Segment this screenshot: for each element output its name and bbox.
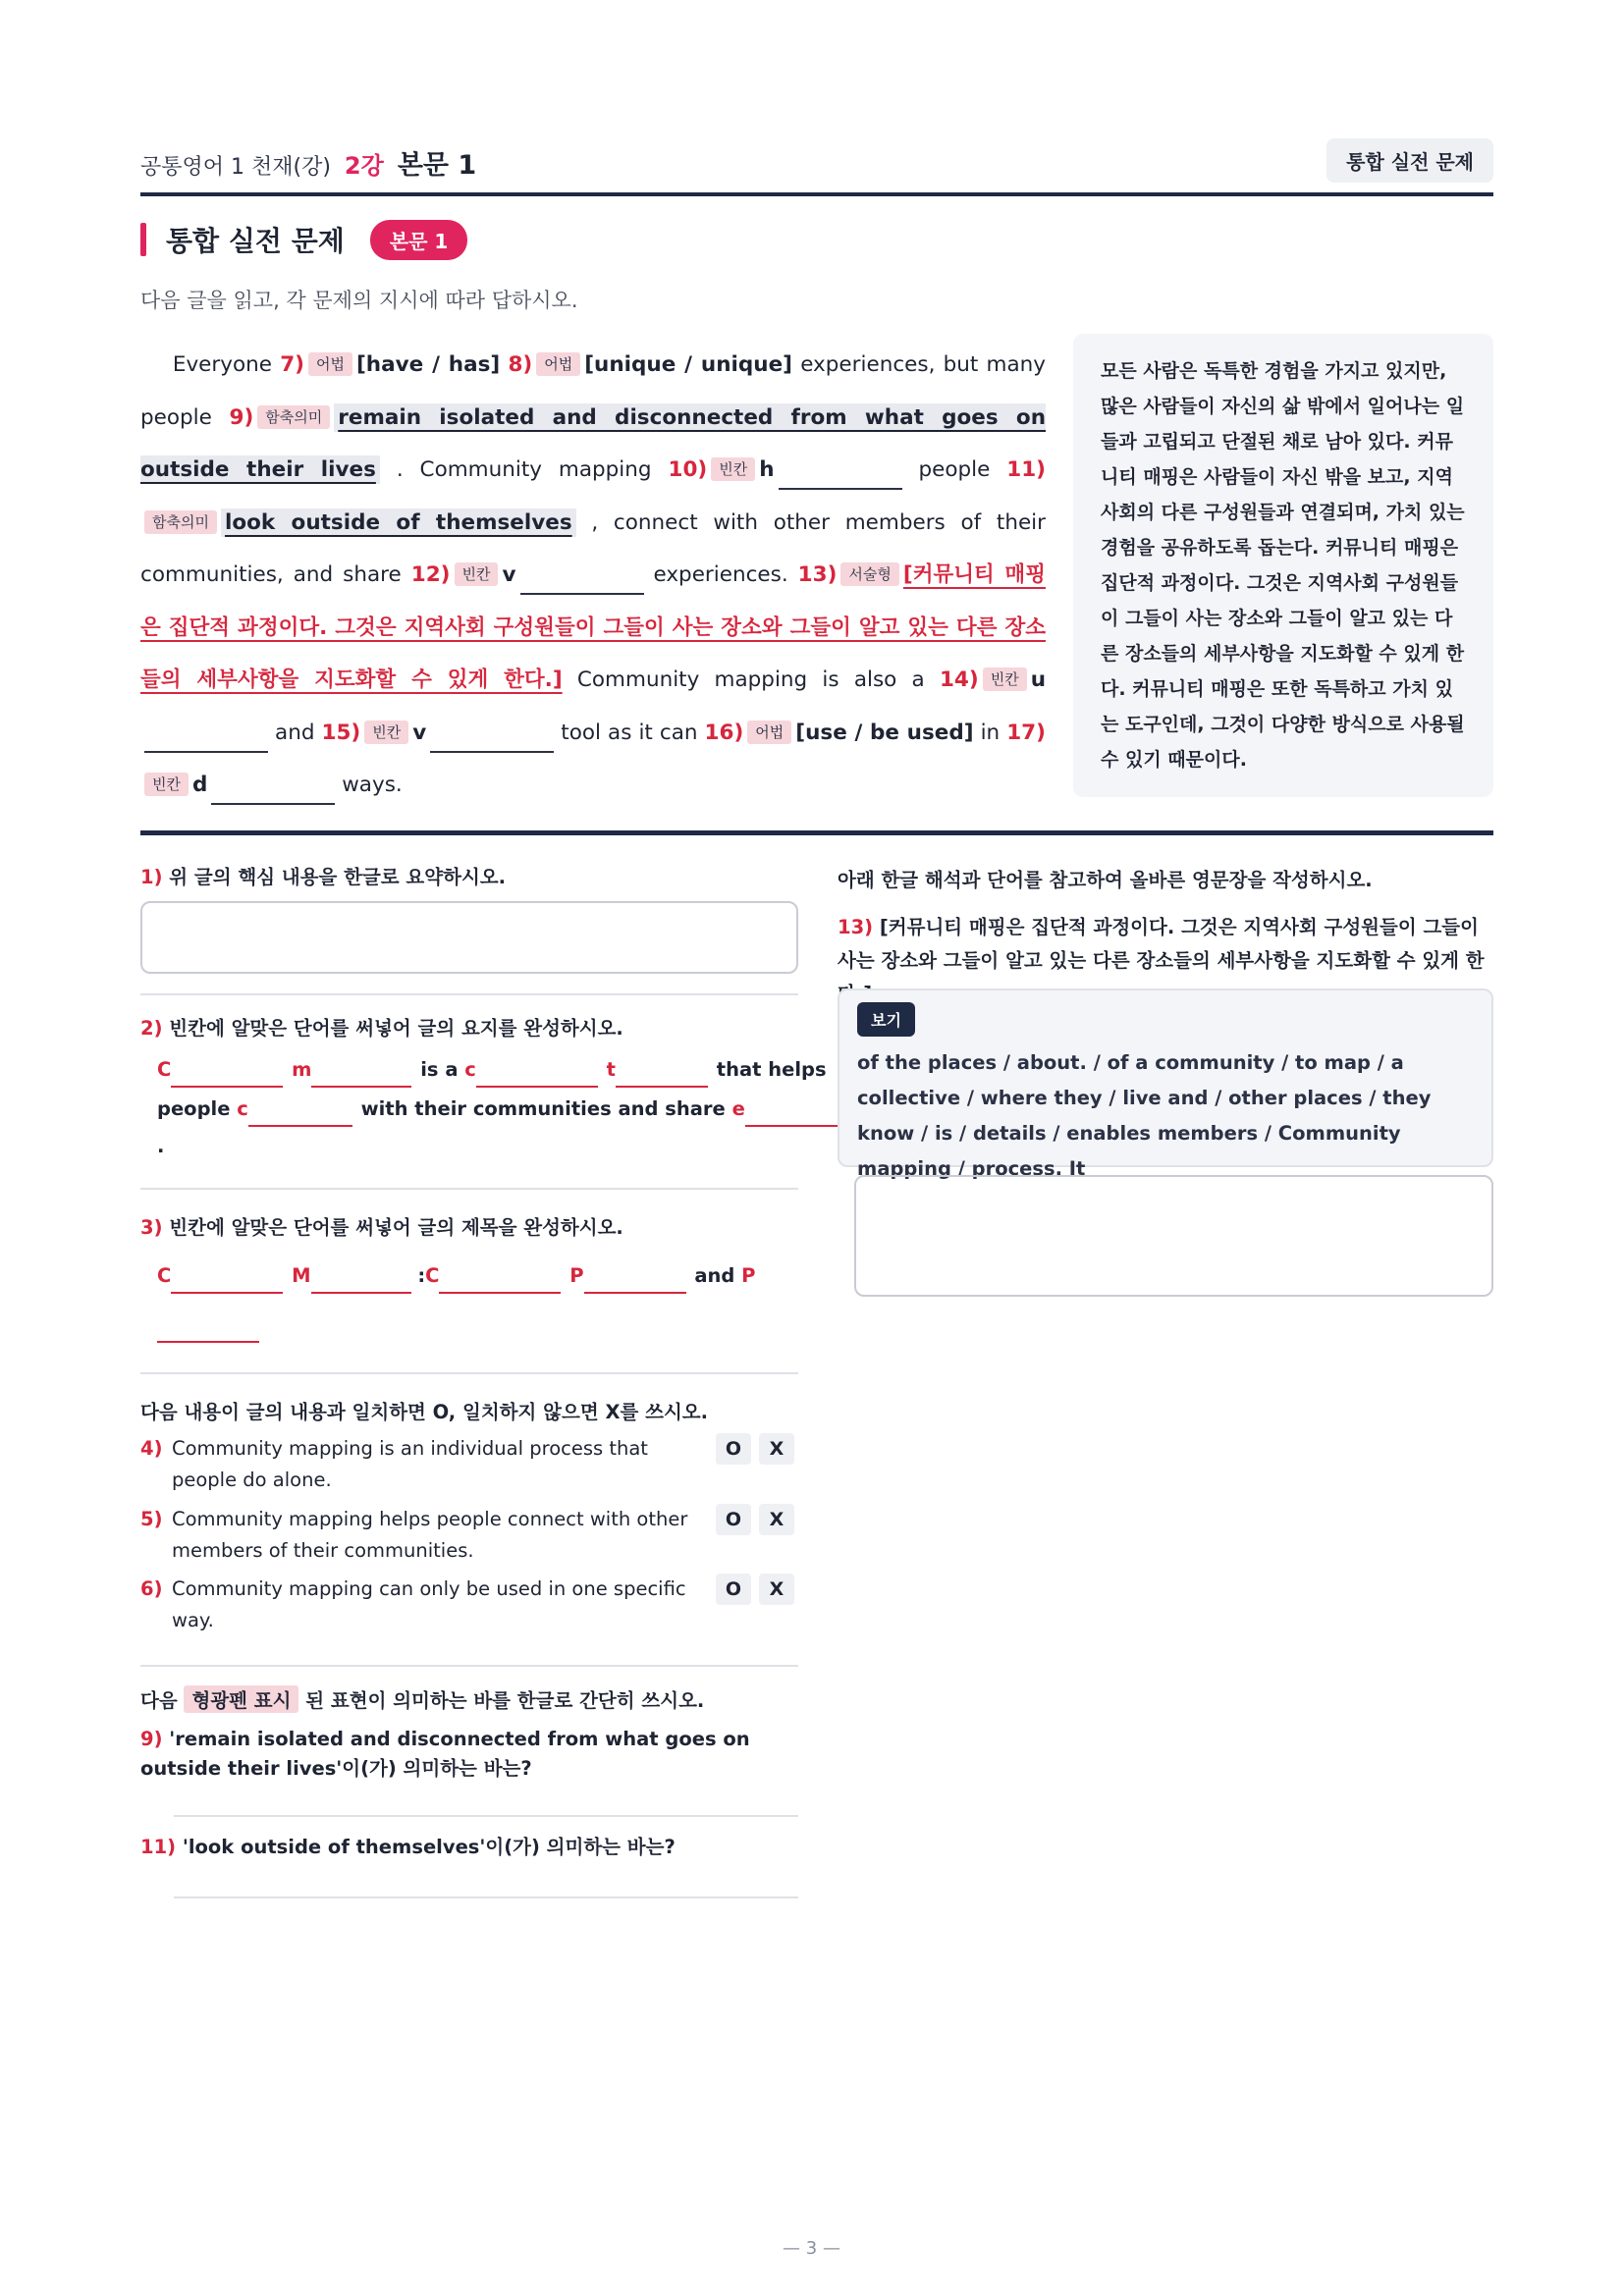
summary-text: that helps (716, 1058, 827, 1081)
question-3 (140, 1212, 623, 1240)
q13-instruction: 아래 한글 해석과 단어를 참고하여 올바른 영문장을 작성하시오. (838, 869, 1373, 891)
blank-initial: v (502, 562, 516, 587)
passage-text: , connect with other members of their communities, and share (140, 509, 1046, 587)
blank-line[interactable] (584, 1270, 686, 1294)
separator (140, 1372, 798, 1374)
course-name: 공통영어 1 천재(강) (140, 155, 331, 180)
question-number: 7) (280, 352, 304, 377)
question-number: 4) (140, 1437, 163, 1460)
question-number: 3) (140, 1216, 163, 1239)
section-title-text: 통합 실전 문제 (166, 225, 345, 257)
section-instruction: 다음 글을 읽고, 각 문제의 지시에 따라 답하시오. (140, 289, 578, 312)
passage-text: Everyone (172, 352, 272, 377)
lesson-number: 2강 (344, 152, 384, 180)
title-text: and (694, 1264, 735, 1287)
blank-initial: P (569, 1264, 584, 1287)
question-number: 13) (838, 916, 874, 938)
question-number: 11) (1006, 457, 1047, 482)
blank-line[interactable] (157, 1319, 259, 1343)
grammar-choice: [unique / unique] (584, 352, 792, 377)
question-number: 15) (321, 720, 361, 745)
passage-text: people (918, 457, 991, 482)
separator (140, 1665, 798, 1667)
question-text: [커뮤니티 매핑은 집단적 과정이다. 그것은 지역사회 구성원들이 그들이 사는 장소와 그들이 알고 있는 다른 장소들의 세부사항을 지도화할 수 있게 한 (838, 916, 1485, 972)
question-tag: 빈칸 (144, 773, 189, 796)
question-tag: 빈칸 (455, 562, 499, 586)
grammar-choice: [have / has] (355, 352, 501, 377)
question-tag: 서술형 (840, 562, 898, 586)
passage-text: ways. (342, 773, 403, 797)
summary-text: is a (420, 1058, 459, 1081)
question-number: 9) (140, 1728, 163, 1750)
word-bank-label: 보기 (857, 1002, 915, 1037)
question-number: 8) (508, 352, 533, 377)
highlighted-phrase: remain isolated and disconnected from what goes on outside their lives (140, 404, 1046, 482)
question-number: 17) (1006, 720, 1046, 745)
answer-line-9[interactable] (174, 1815, 798, 1817)
ox-item (140, 1504, 798, 1567)
blank-initial: u (1030, 667, 1046, 692)
title-line-2 (157, 1313, 259, 1343)
passage-text: . Community mapping (396, 457, 652, 482)
korean-sentence: [커뮤니티 매핑은 집단적 과정이다. 그것은 지역사회 구성원들이 그들이 사는 장소와 그들이 알고 있는 다른 장소들의 세부사항을 지도화할 수 있게 한다.] (140, 562, 1046, 692)
blank-line[interactable] (171, 1064, 283, 1088)
blank-line[interactable] (144, 725, 268, 753)
instruction-text: 다음 (140, 1689, 178, 1712)
word-bank-words: of the places / about. / of a community / to map / a collective / where they / live and / other places / they know / is / details / enables members / Community mapping / process. It (857, 1051, 1432, 1180)
blank-line[interactable] (430, 725, 554, 753)
section-title (140, 222, 467, 257)
passage-text: tool as it can (561, 720, 698, 745)
meaning-instruction (140, 1685, 704, 1713)
passage-text: experiences. (653, 562, 788, 587)
separator (140, 1188, 798, 1190)
ox-statement: Community mapping helps people connect with other members of their communities. (172, 1508, 688, 1562)
o-button[interactable]: O (716, 1574, 751, 1605)
summary-text: with their communities and share (360, 1097, 726, 1120)
title-colon: : (417, 1264, 426, 1287)
o-button[interactable]: O (716, 1433, 751, 1465)
question-number: 2) (140, 1017, 163, 1040)
blank-initial: M (292, 1264, 311, 1287)
header-badge: 통합 실전 문제 (1326, 138, 1493, 183)
blank-initial: C (157, 1264, 172, 1287)
blank-line[interactable] (616, 1064, 708, 1088)
answer-box-13[interactable] (854, 1175, 1493, 1297)
question-tag: 빈칸 (364, 721, 408, 744)
header-title (140, 143, 476, 182)
blank-line[interactable] (311, 1064, 411, 1088)
blank-line[interactable] (248, 1103, 352, 1127)
ox-statement: Community mapping can only be used in one specific way. (172, 1577, 686, 1631)
question-tag: 어법 (308, 352, 352, 376)
ox-item (140, 1433, 798, 1496)
question-text: 'look outside of themselves'이(가) 의미하는 바는? (182, 1836, 676, 1858)
ox-item (140, 1574, 798, 1636)
question-tag: 빈칸 (983, 667, 1027, 691)
blank-initial: v (412, 720, 427, 745)
blank-line[interactable] (171, 1270, 283, 1294)
question-number: 1) (140, 866, 163, 888)
page-header (140, 137, 1493, 196)
question-number: 11) (140, 1836, 177, 1858)
answer-box-1[interactable] (140, 901, 798, 974)
blank-line[interactable] (439, 1270, 561, 1294)
summary-line-1 (157, 1058, 827, 1088)
question-9 (140, 1725, 798, 1784)
summary-text: people (157, 1097, 231, 1120)
question-tag: 어법 (536, 352, 580, 376)
question-11 (140, 1832, 676, 1859)
question-text: 위 글의 핵심 내용을 한글로 요약하시오. (169, 866, 507, 888)
instruction-text: 된 표현이 의미하는 바를 한글로 간단히 쓰시오. (305, 1689, 705, 1712)
passage-text: experiences, but many people (140, 352, 1046, 430)
question-1 (140, 862, 506, 889)
question-number: 14) (939, 667, 979, 692)
blank-initial: C (157, 1058, 172, 1081)
x-button[interactable]: X (759, 1433, 794, 1465)
ox-instruction: 다음 내용이 글의 내용과 일치하면 O, 일치하지 않으면 X를 쓰시오. (140, 1401, 709, 1423)
question-tag: 함축의미 (144, 510, 217, 534)
question-text: 'remain isolated and disconnected from what goes on outside their lives'이(가) 의미하는 바는? (140, 1728, 750, 1780)
highlight-tag: 형광펜 표시 (184, 1685, 298, 1713)
question-number: 16) (704, 720, 744, 745)
x-button[interactable]: X (759, 1574, 794, 1605)
blank-line[interactable] (520, 567, 644, 595)
question-2 (140, 1013, 623, 1041)
question-number: 5) (140, 1508, 163, 1530)
question-tag: 어법 (747, 721, 791, 744)
section-accent-bar (140, 223, 146, 256)
blank-initial: t (606, 1058, 616, 1081)
translation-box: 모든 사람은 독특한 경험을 가지고 있지만, 많은 사람들이 자신의 삶 밖에서 일어나는 일들과 고립되고 단절된 채로 남아 있다. 커뮤니티 매핑은 사람들이 자신 밖을 보고, 지역사회의 다른 구성원들과 연결되며, 가치 있는 경험을 공유하도록 돕는다. 커뮤니티 매핑은 집단적 과정이다. 그것은 지역사회 구성원들이 그들이 사는 장소와 그들이 알고 있는 다른 장소들의 세부사항을 지도화할 수 있게 한다. 커뮤니티 매핑은 또한 독특하고 가치 있는 도구인데, 그것이 다양한 방식으로 사용될 수 있기 때문이다. (1073, 334, 1493, 797)
separator (140, 993, 798, 995)
summary-end: . (157, 1135, 165, 1157)
blank-initial: d (191, 773, 208, 797)
question-number: 6) (140, 1577, 163, 1600)
passage-text: Community mapping is also a (576, 667, 925, 692)
x-button[interactable]: X (759, 1504, 794, 1535)
blank-initial: m (292, 1058, 312, 1081)
section-divider (140, 830, 1493, 835)
question-number: 12) (410, 562, 451, 587)
blank-line[interactable] (779, 462, 902, 490)
question-number: 10) (668, 457, 708, 482)
question-tag: 빈칸 (711, 457, 755, 481)
passage (140, 339, 1046, 812)
question-text: 빈칸에 알맞은 단어를 써넣어 글의 요지를 완성하시오. (169, 1017, 623, 1040)
page-number: — 3 — (783, 2238, 840, 2259)
summary-line-2 (157, 1097, 869, 1127)
blank-initial: c (464, 1058, 476, 1081)
ox-statement: Community mapping is an individual process that people do alone. (172, 1437, 648, 1491)
blank-initial: e (731, 1097, 745, 1120)
question-tag: 함축의미 (257, 405, 330, 429)
blank-line[interactable] (211, 777, 335, 805)
blank-initial: C (425, 1264, 440, 1287)
blank-initial: c (237, 1097, 248, 1120)
question-number: 9) (229, 404, 254, 430)
highlighted-phrase: look outside of themselves (221, 508, 576, 537)
grammar-choice: [use / be used] (795, 720, 974, 745)
passage-text: in (980, 720, 1001, 745)
passage-text: and (275, 720, 315, 745)
title-line-1 (157, 1264, 755, 1294)
blank-line[interactable] (311, 1270, 411, 1294)
word-bank-box (838, 988, 1493, 1180)
lesson-main: 본문 1 (397, 150, 477, 181)
blank-line[interactable] (476, 1064, 598, 1088)
section-pill: 본문 1 (370, 220, 468, 260)
o-button[interactable]: O (716, 1504, 751, 1535)
question-text: 빈칸에 알맞은 단어를 써넣어 글의 제목을 완성하시오. (169, 1216, 623, 1239)
answer-line-11[interactable] (174, 1896, 798, 1898)
blank-initial: P (741, 1264, 756, 1287)
blank-initial: h (759, 457, 775, 482)
question-number: 13) (797, 562, 838, 587)
